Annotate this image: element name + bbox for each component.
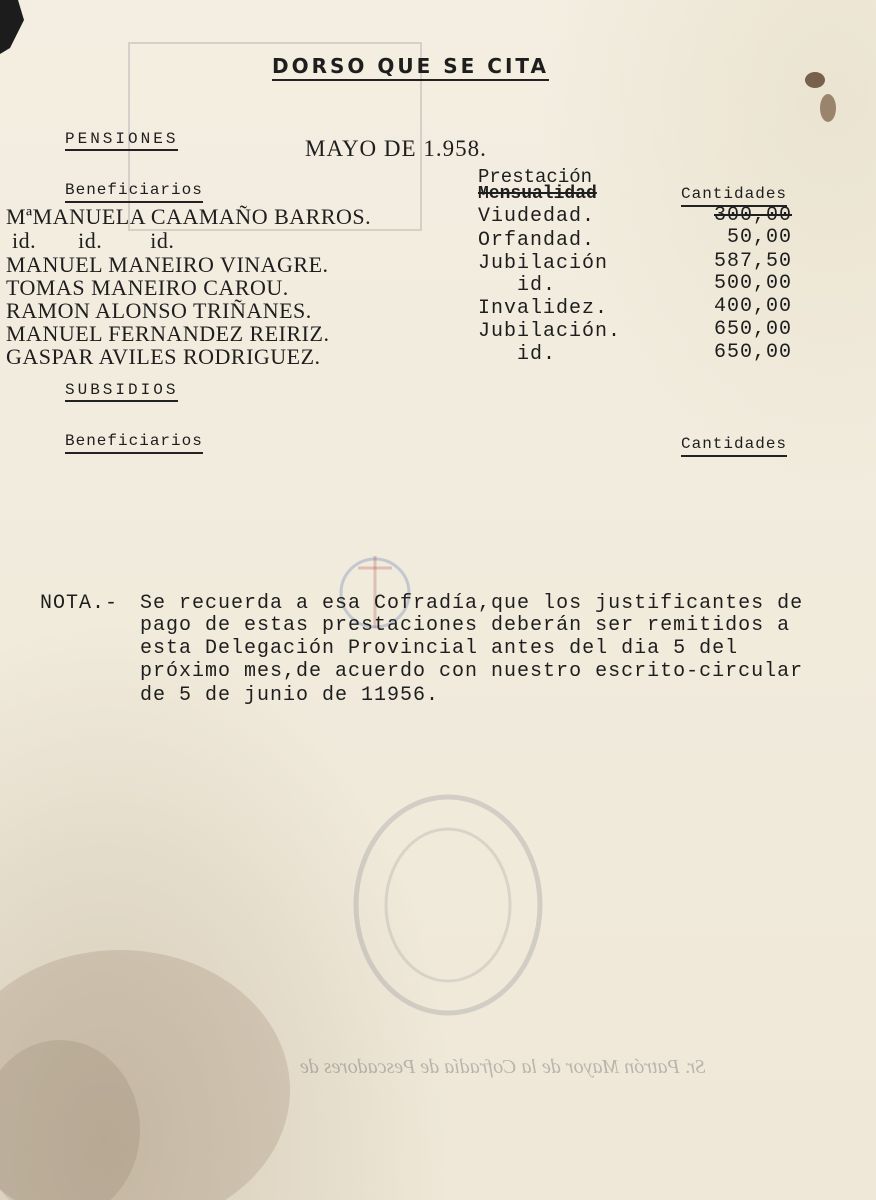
section-subsidios: SUBSIDIOS	[65, 381, 178, 402]
benefit-type: id.	[478, 343, 557, 366]
note-line: de 5 de junio de 11956.	[140, 684, 440, 707]
document-heading: DORSO QUE SE CITA	[272, 54, 549, 81]
beneficiary-name: TOMAS MANEIRO CAROU.	[6, 275, 289, 300]
subsidios-header-beneficiarios: Beneficiarios	[65, 432, 203, 454]
benefit-type: Invalidez.	[478, 297, 609, 320]
note-line: Se recuerda a esa Cofradía,que los justificantes de	[140, 592, 804, 615]
benefit-type: Jubilación	[478, 252, 609, 275]
note-label: NOTA.-	[40, 592, 119, 615]
column-header-beneficiarios: Beneficiarios	[65, 181, 203, 203]
benefit-type: Orfandad.	[478, 229, 596, 252]
beneficiary-name: MªMANUELA CAAMAÑO BARROS.	[6, 204, 372, 229]
beneficiary-name: MANUEL MANEIRO VINAGRE.	[6, 252, 329, 277]
benefit-amount: 650,00	[713, 318, 792, 341]
benefit-amount: 587,50	[713, 250, 792, 273]
corner-tear	[0, 0, 30, 60]
benefit-type: id.	[478, 274, 557, 297]
subsidios-header-cantidades: Cantidades	[681, 435, 787, 457]
benefit-amount: 400,00	[713, 295, 792, 318]
benefit-amount: 500,00	[713, 272, 792, 295]
note-line: próximo mes,de acuerdo con nuestro escrito-circular	[140, 660, 804, 683]
beneficiary-name: GASPAR AVILES RODRIGUEZ.	[6, 344, 321, 369]
beneficiary-name: RAMON ALONSO TRIÑANES.	[6, 298, 312, 323]
faint-seal-stamp	[348, 790, 548, 1020]
beneficiary-name: MANUEL FERNANDEZ REIRIZ.	[6, 321, 330, 346]
ink-blot	[790, 50, 850, 140]
column-header-cantidades: Cantidades	[681, 185, 787, 207]
note-line: pago de estas prestaciones deberán ser remitidos a	[140, 614, 791, 637]
bleed-through-address: Sr. Patrón Mayor de la Cofradía de Pescadores de	[300, 1056, 706, 1078]
note-line: esta Delegación Provincial antes del dia 5 del	[140, 637, 739, 660]
benefit-type: Viudedad.	[478, 205, 596, 228]
column-header-mensualidad: Mensualidad	[478, 184, 597, 204]
benefit-amount: 300,00	[713, 204, 792, 227]
section-pensiones: PENSIONES	[65, 130, 178, 151]
column-header-prestacion: Prestación	[478, 166, 593, 188]
beneficiary-name: id. id. id.	[6, 228, 175, 253]
document-date: MAYO DE 1.958.	[305, 136, 487, 161]
benefit-type: Jubilación.	[478, 320, 622, 343]
benefit-amount: 50,00	[726, 226, 792, 249]
benefit-amount: 650,00	[713, 341, 792, 364]
stain-mark	[0, 880, 330, 1200]
